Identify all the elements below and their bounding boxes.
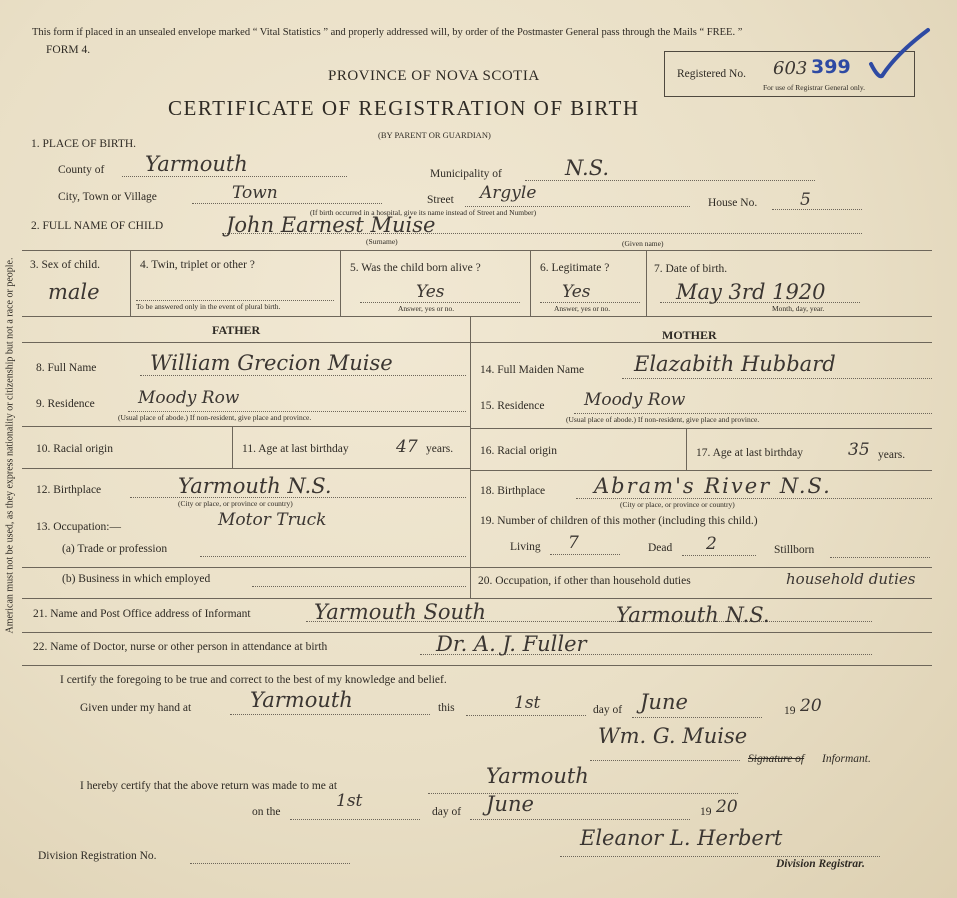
municipality-label: Municipality of [430,168,502,180]
mother-header: MOTHER [662,328,717,342]
father-age-value: 47 [396,437,418,457]
certificate-subtitle: (BY PARENT OR GUARDIAN) [378,130,491,140]
informant-value-1: Yarmouth South [314,600,487,624]
father-occupation-value: Motor Truck [218,510,327,530]
father-age-label: 11. Age at last birthday [242,443,349,455]
on-the-label: on the [252,806,281,818]
registrar-place-value: Yarmouth [486,764,589,788]
given-month-value: June [640,690,688,714]
given-place-value: Yarmouth [250,688,353,712]
registrar-year-prefix: 19 [700,806,712,818]
sex-value: male [48,280,100,304]
mother-residence-note: (Usual place of abode.) If non-resident, give place and province. [566,415,760,424]
place-of-birth-heading: 1. PLACE OF BIRTH. [31,138,137,150]
form-number: FORM 4. [46,44,91,56]
given-label: Given under my hand at [80,702,192,714]
dob-value: May 3rd 1920 [676,280,826,304]
province-title: PROVINCE OF NOVA SCOTIA [328,68,540,84]
given-day-value: 1st [514,693,541,713]
legitimate-note: Answer, yes or no. [554,304,611,313]
house-value: 5 [800,190,811,210]
registrar-text: I hereby certify that the above return was made to me at [80,780,338,792]
given-year-value: 20 [800,696,822,716]
father-residence-note: (Usual place of abode.) If non-resident, give place and province. [118,413,312,422]
informant-signature: Wm. G. Muise [598,724,748,748]
dob-label: 7. Date of birth. [654,263,728,275]
city-label: City, Town or Village [58,191,157,203]
child-name-value: John Earnest Muise [226,213,436,237]
city-value: Town [232,183,278,203]
given-name-note: (Given name) [622,239,664,248]
mother-age-unit: years. [878,449,906,461]
registered-label: Registered No. [677,68,746,80]
father-occupation-label: 13. Occupation:— [36,521,121,533]
county-value: Yarmouth [145,152,248,176]
stillborn-label: Stillborn [774,544,815,556]
registrar-signature: Eleanor L. Herbert [580,826,783,850]
certify-text: I certify the foregoing to be true and correct to the best of my knowledge and belief. [60,674,447,686]
registrar-year-value: 20 [716,797,738,817]
given-year-prefix: 19 [784,705,796,717]
living-value: 7 [568,533,579,553]
mother-name-label: 14. Full Maiden Name [480,364,585,376]
child-name-label: 2. FULL NAME OF CHILD [31,220,164,232]
mail-notice: This form if placed in an unsealed envelope marked “ Vital Statistics ” and properly addressed will, by order of the Postmaster General pass through the Mails “ FREE. ” [32,27,743,38]
father-residence-label: 9. Residence [36,398,95,410]
registrar-day-of-label: day of [432,806,462,818]
informant-value-2: Yarmouth N.S. [616,603,770,627]
division-registrar-label: Division Registrar. [776,858,865,870]
mother-residence-value: Moody Row [584,390,686,410]
registrar-day-value: 1st [336,791,363,811]
trade-label: (a) Trade or profession [62,543,168,555]
informant-label: 21. Name and Post Office address of Informant [33,608,251,620]
twin-note: To be answered only in the event of plural birth. [136,302,281,311]
signature-of-struck: Signature of [748,753,805,765]
informant-signature-label: Informant. [822,753,871,765]
father-age-unit: years. [426,443,454,455]
check-mark-icon [866,26,936,86]
county-label: County of [58,164,105,176]
legitimate-label: 6. Legitimate ? [540,262,610,274]
side-note: American must not be used, as they express nationality or citizenship but not a race or people. [4,257,16,634]
mother-birthplace-note: (City or place, or province or country) [620,500,735,509]
mother-occupation-label: 20. Occupation, if other than household duties [478,575,691,587]
this-label: this [438,702,455,714]
dob-note: Month, day, year. [772,304,825,313]
children-label: 19. Number of children of this mother (including this child.) [480,515,758,527]
father-name-label: 8. Full Name [36,362,97,374]
mother-age-label: 17. Age at last birthday [696,447,803,459]
father-name-value: William Grecion Muise [150,351,393,375]
dead-value: 2 [706,534,717,554]
house-label: House No. [708,197,758,209]
street-note: (If birth occurred in a hospital, give its name instead of Street and Number) [310,208,537,217]
alive-label: 5. Was the child born alive ? [350,262,481,274]
alive-note: Answer, yes or no. [398,304,455,313]
sex-label: 3. Sex of child. [30,259,100,271]
mother-racial-label: 16. Racial origin [480,445,557,457]
father-birthplace-note: (City or place, or province or country) [178,499,293,508]
mother-birthplace-value: Abram's River N.S. [594,474,832,498]
mother-birthplace-label: 18. Birthplace [480,485,546,497]
registered-note: For use of Registrar General only. [763,83,865,92]
street-label: Street [427,194,454,206]
father-header: FATHER [212,323,261,337]
mother-residence-label: 15. Residence [480,400,545,412]
father-birthplace-label: 12. Birthplace [36,484,102,496]
municipality-value: N.S. [565,156,610,180]
alive-value: Yes [416,282,445,302]
doctor-label: 22. Name of Doctor, nurse or other person in attendance at birth [33,641,328,653]
father-racial-label: 10. Racial origin [36,443,113,455]
surname-note: (Surname) [366,237,398,246]
doctor-value: Dr. A. J. Fuller [436,632,587,656]
registered-number: 399 [811,56,851,78]
given-day-of-label: day of [593,704,623,716]
legitimate-value: Yes [562,282,591,302]
mother-occupation-value: household duties [786,570,916,588]
street-value: Argyle [480,183,537,203]
mother-age-value: 35 [848,440,870,460]
registered-prefix: 603 [773,58,808,79]
division-registration-label: Division Registration No. [38,850,157,862]
business-label: (b) Business in which employed [62,573,211,585]
father-birthplace-value: Yarmouth N.S. [178,474,332,498]
dead-label: Dead [648,542,673,554]
certificate-title: CERTIFICATE OF REGISTRATION OF BIRTH [168,96,640,120]
living-label: Living [510,541,541,553]
registrar-month-value: June [486,792,534,816]
mother-name-value: Elazabith Hubbard [634,352,836,376]
father-residence-value: Moody Row [138,388,240,408]
twin-label: 4. Twin, triplet or other ? [140,259,255,271]
